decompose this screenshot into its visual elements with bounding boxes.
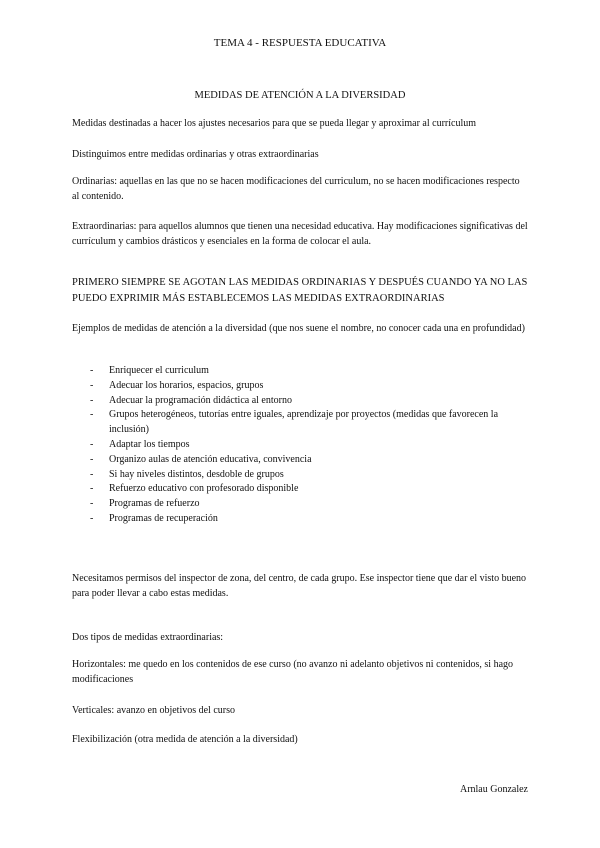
paragraph-flexibilization: Flexibilización (otra medida de atención a la diversidad) bbox=[72, 734, 298, 745]
paragraph-vertical: Verticales: avanzo en objetivos del curso bbox=[72, 705, 235, 716]
paragraph-definition: Medidas destinadas a hacer los ajustes necesarios para que se pueda llegar y aproximar al currículum bbox=[72, 118, 477, 129]
paragraph-permissions: Necesitamos permisos del inspector de zona, del centro, de cada grupo. Ese inspector tiene que dar el visto bueno para poder llevar a cabo estas medidas. bbox=[72, 573, 527, 599]
paragraph-horizontal: Horizontales: me quedo en los contenidos de ese curso (no avanzo ni adelanto objetivos ni contenidos, si hago modificaciones bbox=[72, 659, 514, 685]
list-item: - Organizo aulas de atención educativa, convivencia bbox=[90, 453, 520, 468]
document-title: TEMA 4 - RESPUESTA EDUCATIVA bbox=[213, 37, 387, 49]
list-item: - Enriquecer el curriculum bbox=[90, 364, 520, 379]
list-item: - Si hay niveles distintos, desdoble de grupos bbox=[90, 468, 520, 483]
paragraph-extraordinary: Extraordinarias: para aquellos alumnos que tienen una necesidad educativa. Hay modificaciones significativas del currículum y cambios drásticos y esenciales en la forma de colocar el aula. bbox=[72, 221, 528, 247]
paragraph-two-types: Dos tipos de medidas extraordinarias: bbox=[72, 632, 224, 643]
list-item: - Programas de recuperación bbox=[90, 512, 520, 527]
list-item: - Grupos heterogéneos, tutorías entre iguales, aprendizaje por proyectos (medidas que favorecen la inclusión) bbox=[90, 408, 520, 438]
paragraph-distinction: Distinguimos entre medidas ordinarias y otras extraordinarias bbox=[72, 149, 319, 160]
list-item: - Programas de refuerzo bbox=[90, 497, 520, 512]
author-name: Arnlau Gonzalez bbox=[459, 784, 528, 795]
paragraph-ordinary: Ordinarias: aquellas en las que no se hacen modificaciones del curriculum, no se hacen modificaciones respecto al contenido. bbox=[72, 176, 520, 202]
list-item: - Refuerzo educativo con profesorado disponible bbox=[90, 482, 520, 497]
list-item: - Adecuar los horarios, espacios, grupos bbox=[90, 379, 520, 394]
section-heading: MEDIDAS DE ATENCIÓN A LA DIVERSIDAD bbox=[194, 90, 406, 101]
examples-list bbox=[90, 364, 520, 527]
list-item: - Adecuar la programación didáctica al entorno bbox=[90, 394, 520, 409]
paragraph-examples-intro: Ejemplos de medidas de atención a la diversidad (que nos suene el nombre, no conocer cada una en profundidad) bbox=[72, 323, 525, 334]
list-item: - Adaptar los tiempos bbox=[90, 438, 520, 453]
paragraph-priority-note: PRIMERO SIEMPRE SE AGOTAN LAS MEDIDAS ORDINARIAS Y DESPUÉS CUANDO YA NO LAS PUEDO EXPRIMIR MÁS ESTABLECEMOS LAS MEDIDAS EXTRAORDINARIAS bbox=[72, 277, 528, 304]
